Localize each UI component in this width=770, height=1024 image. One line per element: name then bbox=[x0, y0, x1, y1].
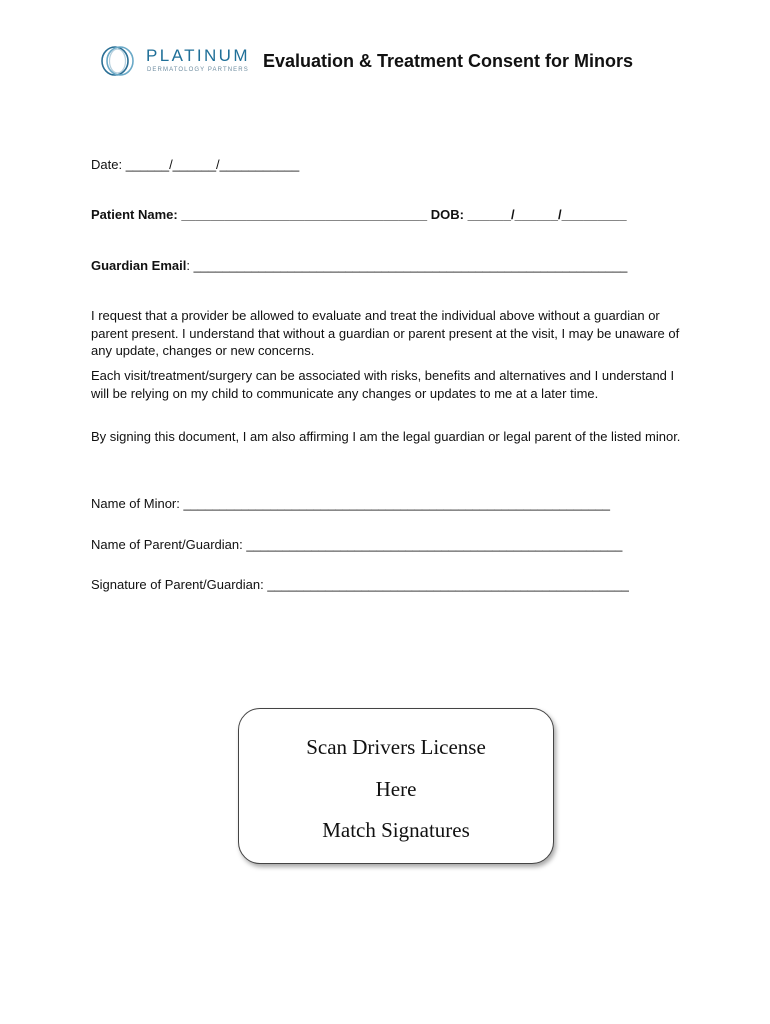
scan-box-line-3: Match Signatures bbox=[322, 818, 470, 842]
name-of-minor-field[interactable]: Name of Minor: ___________________________________________________________ bbox=[91, 496, 611, 511]
guardian-email-field[interactable] bbox=[91, 258, 627, 274]
name-of-parent-field[interactable]: Name of Parent/Guardian: ____________________________________________________ bbox=[91, 537, 623, 552]
platinum-rings-logo-icon bbox=[100, 44, 136, 78]
date-label: Date: bbox=[91, 157, 123, 172]
consent-paragraph-1: I request that a provider be allowed to evaluate and treat the individual above without a guardian or parent present. I understand that without a guardian or parent present at the visit, I may be unaware of any update, changes or new concerns. bbox=[91, 308, 680, 358]
consent-paragraph-3: By signing this document, I am also affirming I am the legal guardian or legal parent of the listed minor. bbox=[91, 429, 681, 444]
scan-box-line-1: Scan Drivers License bbox=[306, 735, 486, 759]
consent-paragraph-2: Each visit/treatment/surgery can be associated with risks, benefits and alternatives and I understand I will be relying on my child to communicate any changes or updates to me at a later time. bbox=[91, 368, 675, 401]
patient-name-field[interactable] bbox=[91, 207, 627, 223]
patient-name-label: Patient Name: bbox=[91, 207, 178, 222]
dob-blank[interactable]: ______/______/_________ bbox=[463, 207, 627, 222]
document-title: Evaluation & Treatment Consent for Minors bbox=[263, 51, 634, 71]
scan-license-box bbox=[238, 708, 554, 864]
date-blank[interactable]: ______/______/___________ bbox=[122, 157, 300, 172]
signature-of-parent-field[interactable]: Signature of Parent/Guardian: __________________________________________________ bbox=[91, 577, 629, 592]
patient-name-blank[interactable]: __________________________________ bbox=[177, 207, 431, 222]
logo-subtitle: DERMATOLOGY PARTNERS bbox=[147, 67, 249, 73]
logo-wordmark: PLATINUM bbox=[146, 46, 250, 65]
scan-box-line-2: Here bbox=[375, 777, 417, 801]
guardian-email-blank[interactable]: : ____________________________________________________________ bbox=[186, 258, 628, 273]
date-field[interactable] bbox=[91, 157, 299, 173]
dob-label: DOB: bbox=[430, 207, 464, 222]
guardian-email-label: Guardian Email bbox=[91, 258, 187, 273]
